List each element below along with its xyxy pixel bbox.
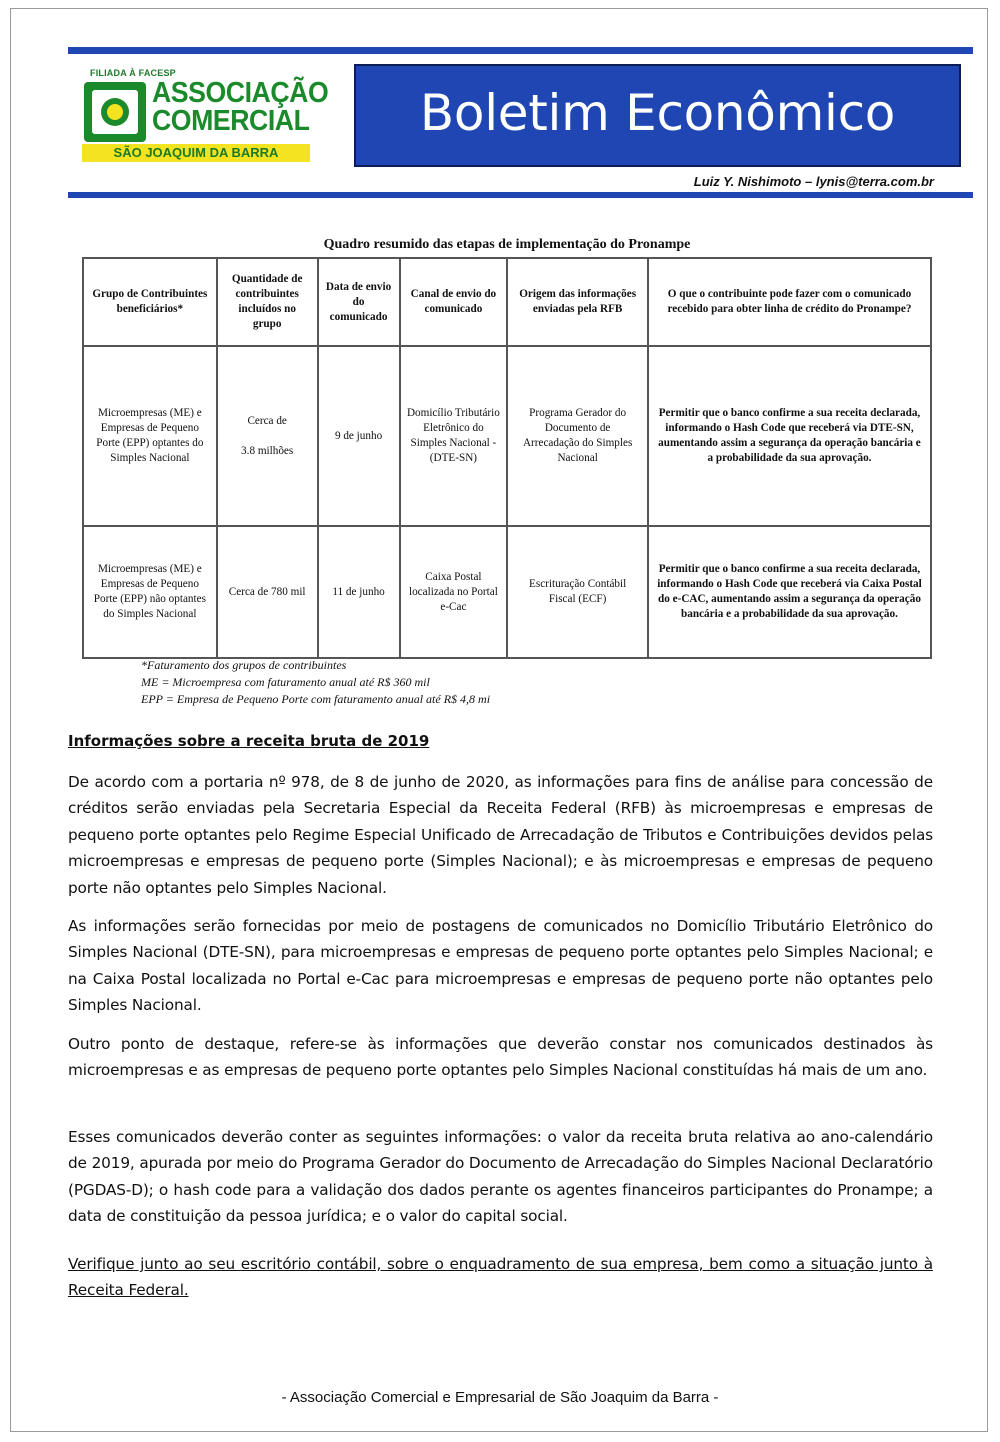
- cell-line: Porte (EPP) não optantes: [93, 593, 206, 605]
- footnote: EPP = Empresa de Pequeno Porte com faturamento anual até R$ 4,8 mi: [141, 692, 491, 706]
- cell-line: Nacional: [557, 452, 598, 464]
- table-cell: [648, 346, 931, 526]
- table-footnotes: [141, 657, 490, 708]
- page-footer: - Associação Comercial e Empresarial de São Joaquim da Barra -: [281, 1389, 719, 1406]
- table-row: [83, 346, 931, 526]
- cell-line: Porte (EPP) optantes do: [96, 437, 204, 449]
- cell-line: Microempresas (ME) e: [97, 407, 202, 419]
- header-line: Grupo de Contribuintes: [92, 288, 208, 300]
- header-line: Data de envio: [325, 280, 392, 293]
- page-title: Boletim Econômico: [419, 84, 896, 142]
- cell-line: 11 de junho: [332, 585, 385, 598]
- paragraph: De acordo com a portaria nº 978, de 8 de junho de 2020, as informações para fins de análise para concessão de créditos serão enviadas pela Secretaria Especial da Receita Federal (RFB) às microempresas e empresas de pequeno porte optantes pelo Regime Especial Unificado de Arrecadação de Tributos e Contribuições devidos pelas microempresas e empresas de pequeno porte (Simples Nacional); e às microempresas e empresas de pequeno porte não optantes pelo Simples Nacional.: [68, 773, 933, 897]
- header-cell: [83, 258, 217, 346]
- cell-line: e-Cac: [440, 600, 467, 613]
- cell-line: Fiscal (ECF): [548, 593, 607, 605]
- table-row: [83, 526, 931, 658]
- pronampe-table: [82, 257, 932, 659]
- table-caption: Quadro resumido das etapas de implementação do Pronampe: [323, 237, 691, 252]
- cell-line: Permitir que o banco confirme a sua receita declarada,: [658, 563, 921, 575]
- cell-line: Simples Nacional -: [410, 437, 497, 449]
- cell-line: Escrituração Contábil: [529, 578, 627, 590]
- author-credit: Luiz Y. Nishimoto – lynis@terra.com.br: [693, 174, 934, 189]
- header-line: contribuintes: [235, 288, 299, 300]
- cell-line: informando o Hash Code que receberá via Caixa Postal: [657, 578, 922, 590]
- header-top-rule: [68, 47, 973, 54]
- table-cell: [400, 346, 508, 526]
- table-cell: [318, 346, 400, 526]
- table-cell: [507, 526, 648, 658]
- cell-line: Empresas de Pequeno: [100, 422, 199, 434]
- closing-advice: Verifique junto ao seu escritório contábil, sobre o enquadramento de sua empresa, bem como a situação junto à Receita Federal.: [68, 1255, 933, 1300]
- header-line: incluídos no: [238, 303, 296, 315]
- header-cell: [400, 258, 508, 346]
- cell-spacer: [222, 429, 313, 444]
- logo-city-strip: [82, 144, 310, 162]
- table-cell: [217, 526, 318, 658]
- cell-line: a probabilidade da sua aprovação.: [707, 452, 872, 464]
- cell-line: Cerca de: [247, 414, 287, 427]
- header-line: Quantidade de: [231, 273, 303, 285]
- cell-line: Domicílio Tributário: [406, 407, 500, 419]
- table-cell: [318, 526, 400, 658]
- cell-line: Simples Nacional: [110, 452, 190, 464]
- logo-line-2: COMERCIAL: [152, 105, 310, 137]
- table-cell: [217, 346, 318, 526]
- logo-emblem-icon: [82, 78, 148, 144]
- cell-line: bancária e a probabilidade da sua aprovação.: [681, 608, 898, 620]
- header-line: beneficiários*: [116, 303, 184, 315]
- header-cell: [507, 258, 648, 346]
- cell-line: Arrecadação do Simples: [522, 437, 633, 449]
- cell-line: Programa Gerador do: [529, 407, 627, 419]
- cell-line: informando o Hash Code que receberá via DTE-SN,: [665, 422, 914, 434]
- paragraph: As informações serão fornecidas por meio de postagens de comunicados no Domicílio Tributário Eletrônico do Simples Nacional (DTE-SN), para microempresas e empresas de pequeno porte optantes pelo Simples Nacional; e na Caixa Postal localizada no Portal e-Cac para microempresas e empresas de pequeno porte não optantes pelo Simples Nacional.: [68, 917, 933, 1015]
- header-line: comunicado: [424, 303, 483, 315]
- logo-line-1: ASSOCIAÇÃO: [152, 77, 329, 109]
- cell-line: (DTE-SN): [429, 452, 478, 464]
- header-line: enviadas pela RFB: [532, 303, 623, 315]
- cell-line: Permitir que o banco confirme a sua receita declarada,: [658, 407, 921, 419]
- header-line: recebido para obter linha de crédito do Pronampe?: [667, 303, 912, 315]
- logo-city: SÃO JOAQUIM DA BARRA: [113, 145, 279, 160]
- cell-line: Documento de: [544, 422, 611, 434]
- cell-line: Cerca de 780 mil: [228, 585, 306, 598]
- cell-line: do Simples Nacional: [103, 608, 197, 620]
- title-banner: [354, 64, 961, 167]
- table-cell: [83, 526, 217, 658]
- paragraph: Outro ponto de destaque, refere-se às informações que deverão constar nos comunicados destinados às microempresas e as empresas de pequeno porte optantes pelo Simples Nacional constituídas há mais de um ano.: [68, 1035, 933, 1080]
- cell-line: do e-CAC, aumentando assim a segurança da operação: [658, 593, 921, 605]
- table-cell: [83, 346, 217, 526]
- header-line: comunicado: [329, 310, 388, 323]
- cell-line: Eletrônico do: [423, 422, 484, 434]
- paragraph: Esses comunicados deverão conter as seguintes informações: o valor da receita bruta relativa ao ano-calendário de 2019, apurada por meio do Programa Gerador do Documento de Arrecadação do Simples Nacional Declaratório (PGDAS-D); o hash code para a validação dos dados perante os agentes financeiros participantes do Pronampe; a data de constituição da pessoa jurídica; e o valor do capital social.: [68, 1128, 933, 1226]
- section-heading: Informações sobre a receita bruta de 2019: [68, 732, 430, 750]
- association-logo: [80, 68, 329, 168]
- footnote: ME = Microempresa com faturamento anual até R$ 360 mil: [141, 675, 430, 689]
- header-line: Origem das informações: [519, 288, 637, 300]
- logo-affiliation: FILIADA À FACESP: [90, 68, 176, 78]
- header-cell: [318, 258, 400, 346]
- footnote: *Faturamento dos grupos de contribuintes: [141, 658, 347, 672]
- table-header-row: [83, 258, 931, 346]
- header-bottom-rule: [68, 192, 973, 198]
- cell-line: Caixa Postal: [425, 570, 482, 583]
- header-line: grupo: [252, 318, 282, 330]
- table-cell: [507, 346, 648, 526]
- header-line: do: [352, 295, 365, 308]
- cell-line: Microempresas (ME) e: [97, 563, 202, 575]
- table-cell: [648, 526, 931, 658]
- header-line: O que o contribuinte pode fazer com o comunicado: [667, 288, 912, 300]
- cell-line: 3.8 milhões: [241, 444, 294, 457]
- header-cell: [217, 258, 318, 346]
- cell-line: localizada no Portal: [408, 585, 498, 598]
- table-cell: [400, 526, 508, 658]
- cell-line: 9 de junho: [334, 429, 383, 442]
- header-cell: [648, 258, 931, 346]
- cell-line: aumentando assim a segurança da operação bancária e: [658, 437, 921, 449]
- cell-line: Empresas de Pequeno: [100, 578, 199, 590]
- header-line: Canal de envio do: [410, 288, 497, 300]
